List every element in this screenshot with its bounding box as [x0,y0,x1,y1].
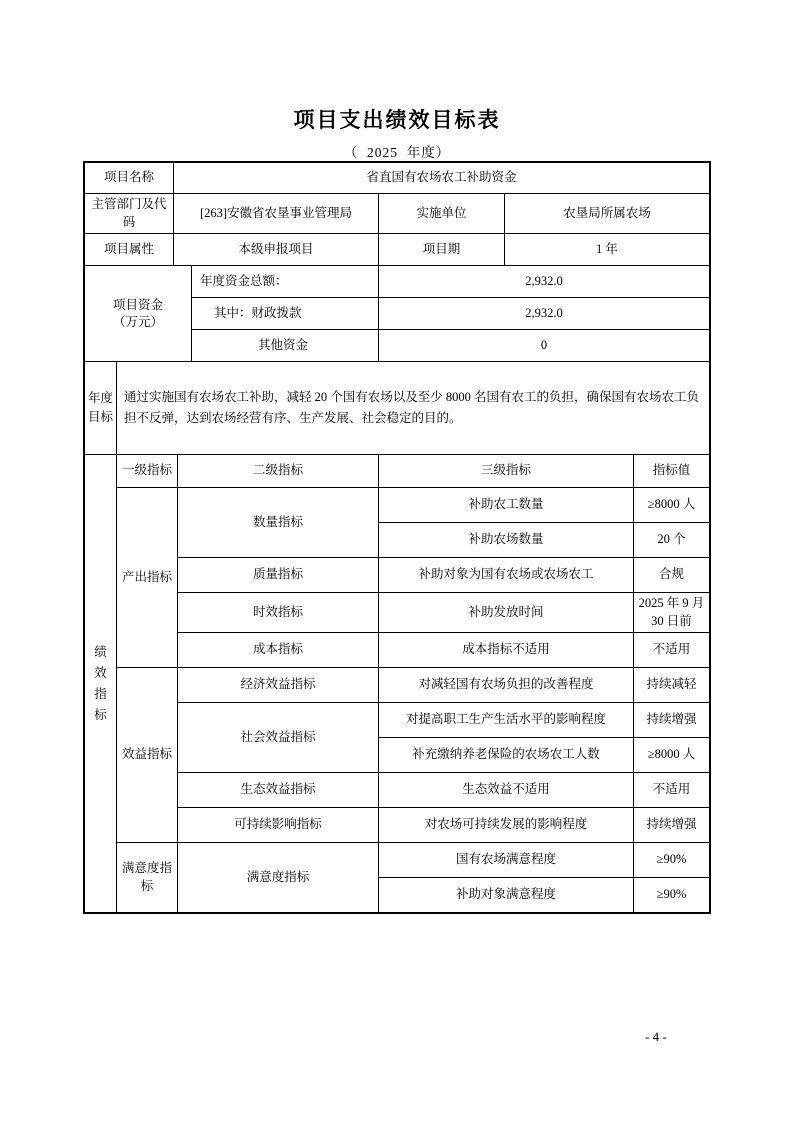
indicator-l2-cell: 生态效益指标 [178,773,379,808]
performance-indicators-label: 绩效指标 [85,455,117,913]
funds-label [85,266,192,362]
indicator-l2-cell: 可持续影响指标 [178,808,379,843]
impl-unit-label: 实施单位 [379,194,505,234]
basic-info-table [84,162,710,266]
indicator-l3-cell: 成本指标不适用 [379,633,634,668]
funds-label-line1: 项目资金 [112,297,163,312]
attribute-value: 本级申报项目 [174,234,379,266]
indicator-l1-cell: 产出指标 [117,488,178,668]
header-level1: 一级指标 [117,455,178,488]
impl-unit-value: 农垦局所属农场 [505,194,710,234]
indicator-value-cell: ≥8000 人 [634,738,710,773]
indicator-row [85,558,710,593]
indicator-l3-cell: 对农场可持续发展的影响程度 [379,808,634,843]
table-row [85,362,710,455]
indicator-l3-cell: 补助发放时间 [379,593,634,633]
annual-goal-label: 年度目标 [85,362,117,455]
performance-target-table [83,161,711,914]
annual-goal-text: 通过实施国有农场农工补助，减轻 20 个国有农场以及至少 8000 名国有农工的负担，确保国有农场农工负担不反弹，达到农场经营有序、生产发展、社会稳定的目的。 [117,362,710,455]
indicator-value-cell: ≥90% [634,843,710,878]
project-name-label: 项目名称 [85,163,174,194]
funds-fiscal-label: 其中：财政拨款 [192,298,379,330]
indicators-table [84,454,710,913]
year-subtitle: （ 2025 年度） [343,145,451,160]
indicator-value-cell: ≥8000 人 [634,488,710,523]
indicator-l3-cell: 补助农场数量 [379,523,634,558]
indicator-l1-cell: 满意度指标 [117,843,178,913]
indicator-value-cell: 合规 [634,558,710,593]
indicator-value-cell: 不适用 [634,773,710,808]
funds-table [84,265,710,362]
indicator-l2-cell: 时效指标 [178,593,379,633]
table-row [85,266,710,298]
header-level3: 三级指标 [379,455,634,488]
indicator-row [85,488,710,523]
attribute-label: 项目属性 [85,234,174,266]
indicator-l1-cell: 效益指标 [117,668,178,843]
indicator-row [85,843,710,878]
indicator-l2-cell: 成本指标 [178,633,379,668]
page-number: - 4 - [645,1029,667,1044]
indicator-row [85,633,710,668]
indicator-row [85,808,710,843]
indicator-value-cell: 20 个 [634,523,710,558]
indicator-l3-cell: 国有农场满意程度 [379,843,634,878]
header-level2: 二级指标 [178,455,379,488]
funds-fiscal-value: 2,932.0 [379,298,710,330]
indicator-l2-cell: 社会效益指标 [178,703,379,773]
indicator-l3-cell: 补助对象满意程度 [379,878,634,913]
indicator-value-cell: 持续增强 [634,703,710,738]
indicator-l3-cell: 生态效益不适用 [379,773,634,808]
table-row [85,194,710,234]
indicator-value-cell: 持续增强 [634,808,710,843]
period-label: 项目期 [379,234,505,266]
funds-total-value: 2,932.0 [379,266,710,298]
funds-label-line2: （万元） [112,314,163,329]
indicator-row [85,593,710,633]
page-title: 项目支出绩效目标表 [293,109,501,132]
indicator-l2-cell: 质量指标 [178,558,379,593]
indicator-l3-cell: 补助对象为国有农场或农场农工 [379,558,634,593]
indicator-l3-cell: 补充缴纳养老保险的农场农工人数 [379,738,634,773]
indicator-row [85,703,710,738]
period-value: 1 年 [505,234,710,266]
indicator-value-cell: 不适用 [634,633,710,668]
dept-label: 主管部门及代码 [85,194,174,234]
indicator-value-cell: 2025 年 9 月 30 日前 [634,593,710,633]
header-value: 指标值 [634,455,710,488]
dept-value: [263]安徽省农垦事业管理局 [174,194,379,234]
table-row [85,163,710,194]
indicator-l2-cell: 数量指标 [178,488,379,558]
funds-other-value: 0 [379,330,710,362]
indicator-l2-cell: 满意度指标 [178,843,379,913]
indicator-l3-cell: 对提高职工生产生活水平的影响程度 [379,703,634,738]
indicator-row [85,773,710,808]
indicators-header-row [85,455,710,488]
indicator-l2-cell: 经济效益指标 [178,668,379,703]
indicator-value-cell: 持续减轻 [634,668,710,703]
indicator-value-cell: ≥90% [634,878,710,913]
project-name-value: 省直国有农场农工补助资金 [174,163,710,194]
table-row [85,234,710,266]
indicator-row [85,668,710,703]
funds-total-label: 年度资金总额： [192,266,379,298]
funds-other-label: 其他资金 [192,330,379,362]
annual-goal-table [84,361,710,455]
indicator-l3-cell: 对减轻国有农场负担的改善程度 [379,668,634,703]
indicator-l3-cell: 补助农工数量 [379,488,634,523]
